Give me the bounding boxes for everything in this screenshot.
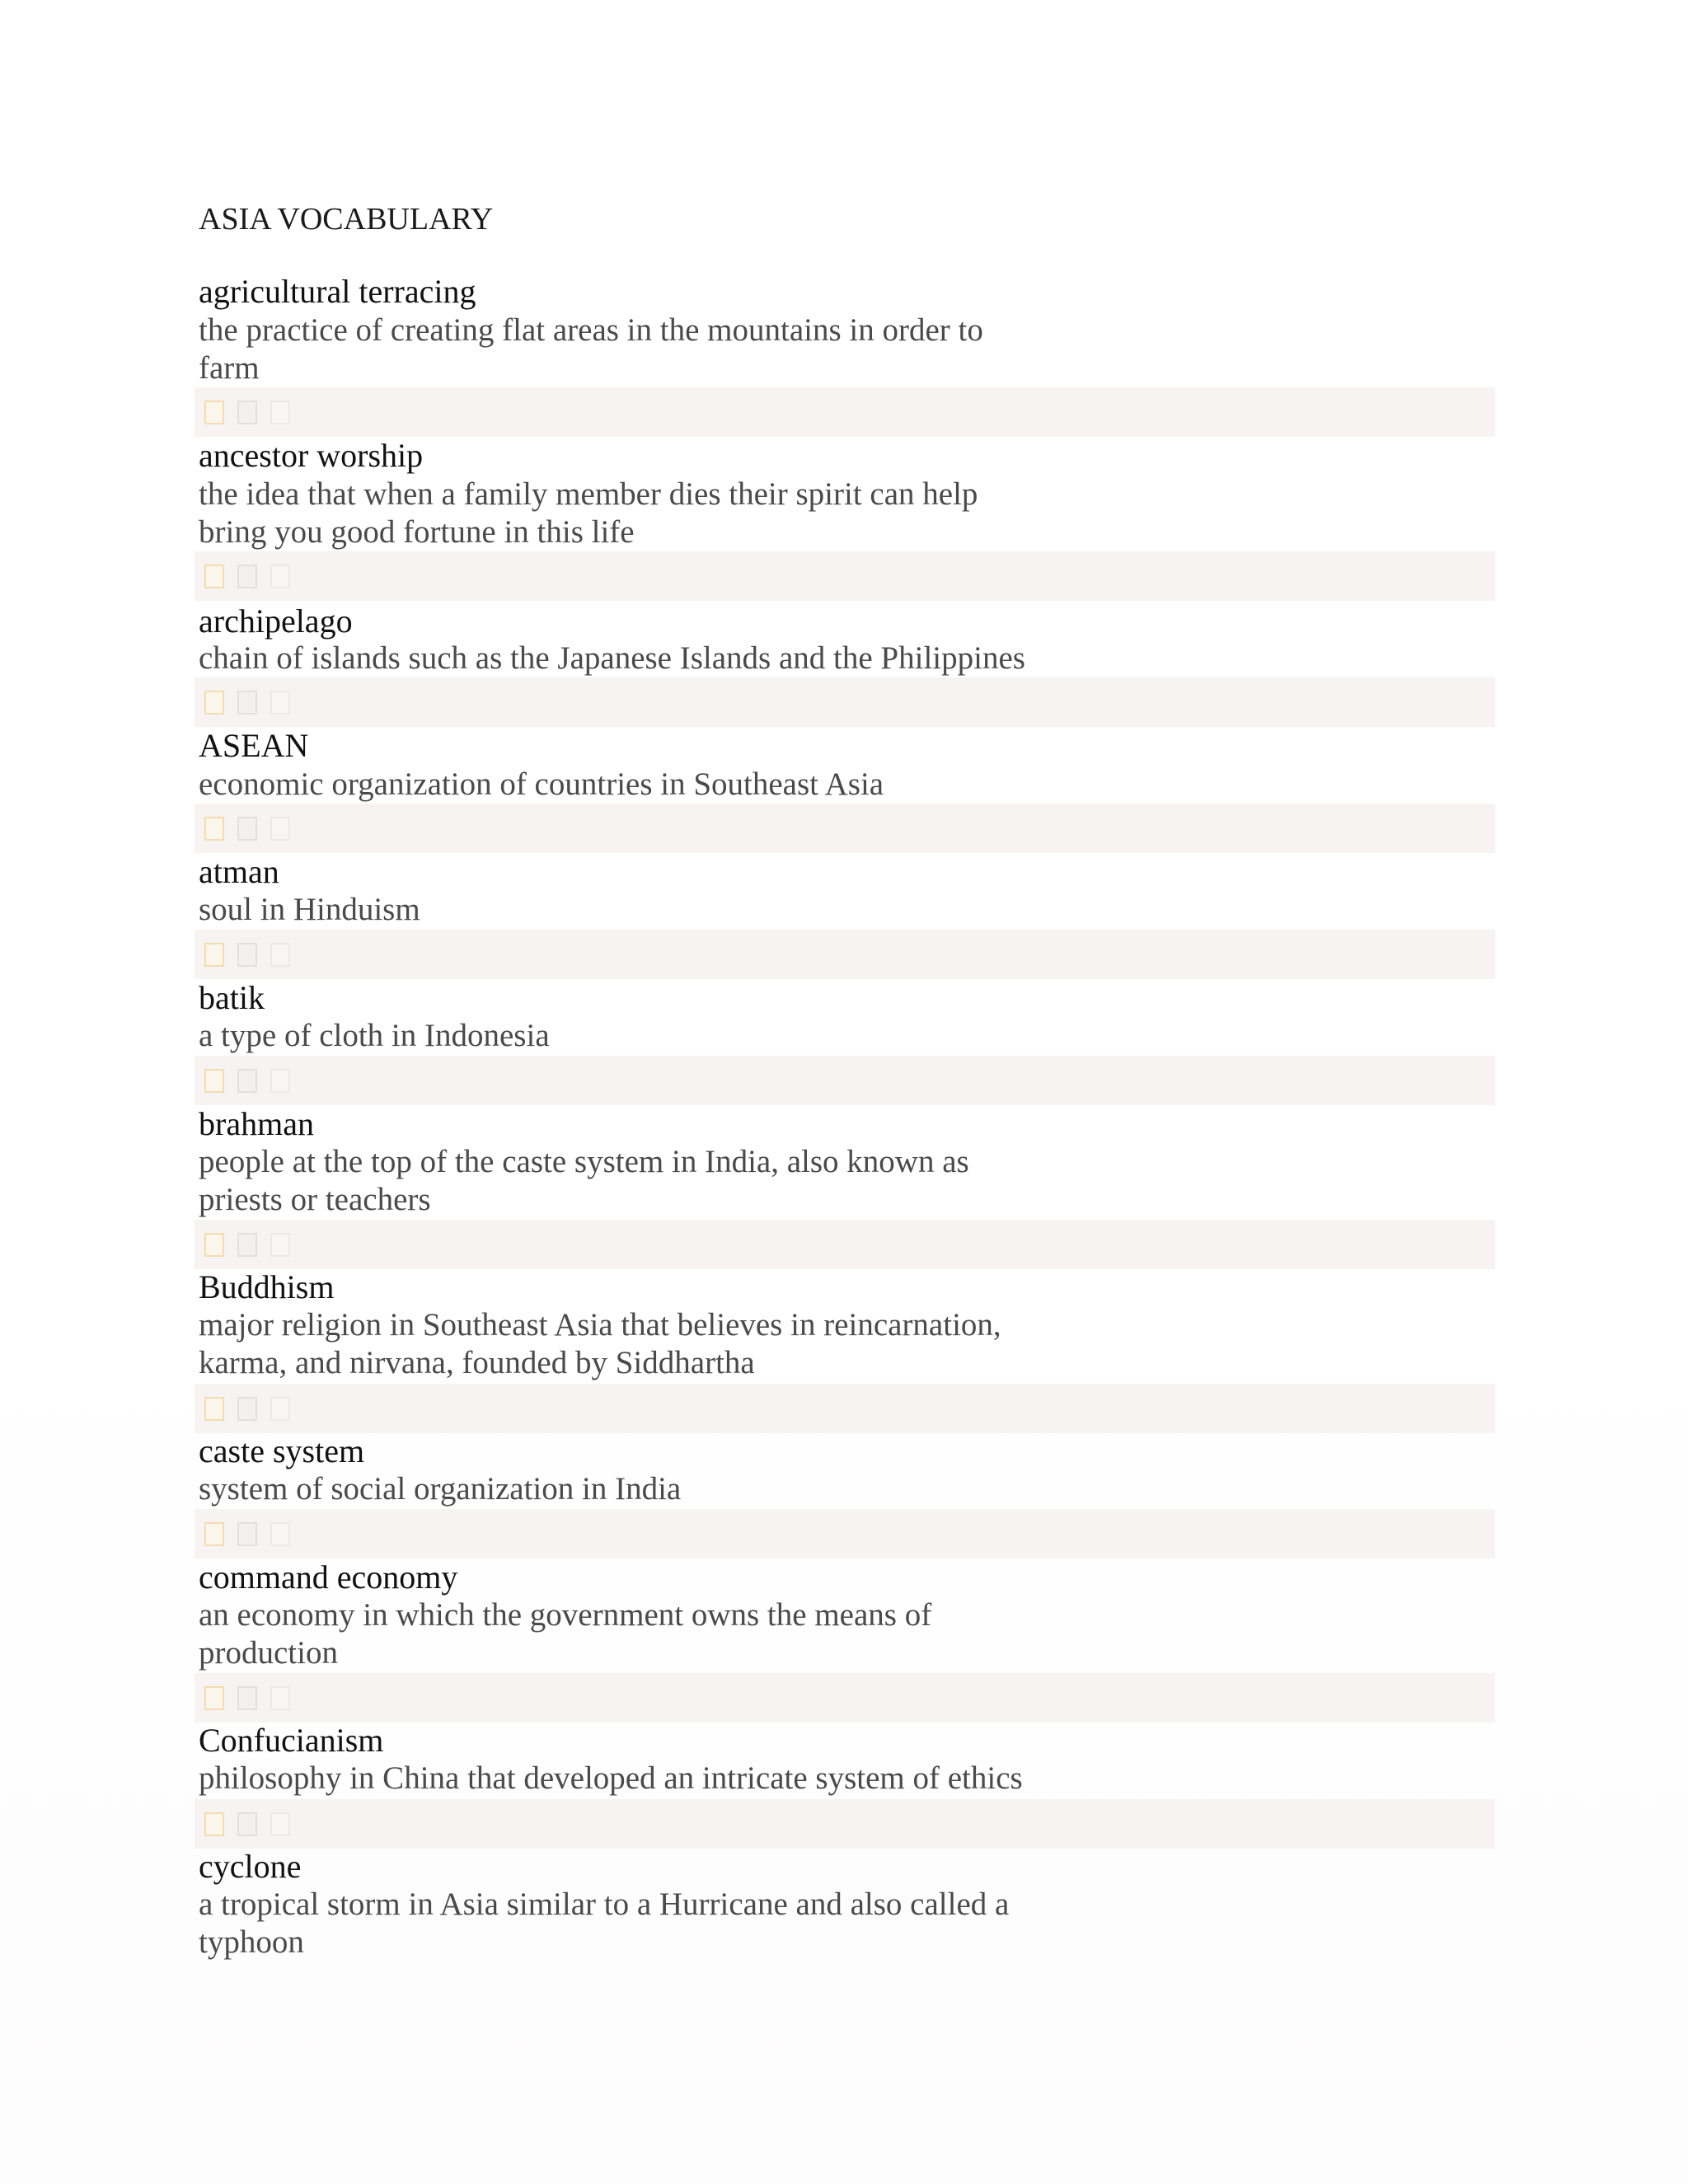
rating-checkbox[interactable] bbox=[270, 565, 290, 588]
definition-line: the idea that when a family member dies their spirit can help bbox=[199, 476, 978, 512]
rating-checkbox[interactable] bbox=[237, 943, 257, 967]
rating-checkbox[interactable] bbox=[204, 1233, 224, 1257]
definition-line: karma, and nirvana, founded by Siddhartha bbox=[199, 1345, 755, 1380]
term-buddhism: Buddhism bbox=[199, 1268, 335, 1305]
rating-checkbox[interactable] bbox=[270, 1522, 290, 1546]
term-archipelago: archipelago bbox=[199, 602, 353, 640]
definition-line: philosophy in China that developed an intricate system of ethics bbox=[199, 1760, 1023, 1796]
definition-line: farm bbox=[199, 350, 260, 386]
rating-checkbox[interactable] bbox=[270, 1069, 290, 1093]
definition-line: chain of islands such as the Japanese Islands and the Philippines bbox=[199, 640, 1025, 676]
rating-checkbox[interactable] bbox=[237, 817, 257, 841]
definition-line: major religion in Southeast Asia that believes in reincarnation, bbox=[199, 1307, 1001, 1343]
definition-line: production bbox=[199, 1635, 338, 1671]
rating-checkbox[interactable] bbox=[204, 943, 224, 967]
rating-checkbox[interactable] bbox=[270, 1812, 290, 1836]
definition-line: system of social organization in India bbox=[199, 1471, 682, 1507]
rating-checkbox[interactable] bbox=[204, 565, 224, 588]
term-brahman: brahman bbox=[199, 1105, 314, 1142]
rating-bar bbox=[195, 1799, 1495, 1849]
term-caste-system: caste system bbox=[199, 1432, 365, 1469]
rating-checkbox[interactable] bbox=[204, 1522, 224, 1546]
rating-checkbox[interactable] bbox=[204, 691, 224, 715]
definition-line: a type of cloth in Indonesia bbox=[199, 1018, 550, 1053]
rating-checkbox[interactable] bbox=[204, 1397, 224, 1421]
page-title: ASIA VOCABULARY bbox=[199, 202, 494, 237]
rating-checkbox[interactable] bbox=[237, 1069, 257, 1093]
rating-bar bbox=[195, 551, 1495, 601]
rating-checkbox[interactable] bbox=[237, 565, 257, 588]
rating-checkbox[interactable] bbox=[204, 401, 224, 424]
rating-bar bbox=[195, 1056, 1495, 1105]
rating-checkbox[interactable] bbox=[270, 1233, 290, 1257]
rating-bar bbox=[195, 677, 1495, 727]
rating-checkbox[interactable] bbox=[270, 943, 290, 967]
rating-checkbox[interactable] bbox=[270, 691, 290, 715]
rating-checkbox[interactable] bbox=[270, 1397, 290, 1421]
term-batik: batik bbox=[199, 979, 265, 1016]
rating-checkbox[interactable] bbox=[270, 1686, 290, 1710]
rating-checkbox[interactable] bbox=[270, 401, 290, 424]
definition-line: bring you good fortune in this life bbox=[199, 514, 635, 550]
rating-bar bbox=[195, 804, 1495, 853]
rating-bar bbox=[195, 930, 1495, 979]
term-cyclone: cyclone bbox=[199, 1848, 302, 1885]
rating-bar bbox=[195, 1220, 1495, 1269]
definition-line: the practice of creating flat areas in the mountains in order to bbox=[199, 312, 983, 348]
rating-checkbox[interactable] bbox=[237, 691, 257, 715]
rating-checkbox[interactable] bbox=[204, 1686, 224, 1710]
rating-checkbox[interactable] bbox=[204, 1812, 224, 1836]
term-ancestor-worship: ancestor worship bbox=[199, 437, 424, 474]
rating-checkbox[interactable] bbox=[237, 1812, 257, 1836]
definition-line: an economy in which the government owns the means of bbox=[199, 1597, 932, 1633]
rating-checkbox[interactable] bbox=[204, 1069, 224, 1093]
definition-line: priests or teachers bbox=[199, 1182, 431, 1217]
term-command-economy: command economy bbox=[199, 1558, 458, 1596]
definition-line: a tropical storm in Asia similar to a Hurricane and also called a bbox=[199, 1886, 1010, 1922]
definition-line: typhoon bbox=[199, 1924, 304, 1960]
rating-checkbox[interactable] bbox=[237, 1522, 257, 1546]
rating-checkbox[interactable] bbox=[204, 817, 224, 841]
term-agricultural-terracing: agricultural terracing bbox=[199, 273, 476, 310]
definition-line: people at the top of the caste system in India, also known as bbox=[199, 1144, 969, 1179]
term-confucianism: Confucianism bbox=[199, 1722, 384, 1759]
rating-checkbox[interactable] bbox=[237, 1397, 257, 1421]
definition-line: economic organization of countries in Southeast Asia bbox=[199, 766, 884, 802]
rating-bar bbox=[195, 1673, 1495, 1722]
term-atman: atman bbox=[199, 853, 279, 890]
rating-checkbox[interactable] bbox=[237, 1686, 257, 1710]
rating-bar bbox=[195, 387, 1495, 437]
rating-bar bbox=[195, 1384, 1495, 1433]
rating-checkbox[interactable] bbox=[237, 401, 257, 424]
definition-line: soul in Hinduism bbox=[199, 892, 420, 927]
term-asean: ASEAN bbox=[199, 727, 309, 764]
rating-checkbox[interactable] bbox=[270, 817, 290, 841]
rating-bar bbox=[195, 1509, 1495, 1558]
rating-checkbox[interactable] bbox=[237, 1233, 257, 1257]
